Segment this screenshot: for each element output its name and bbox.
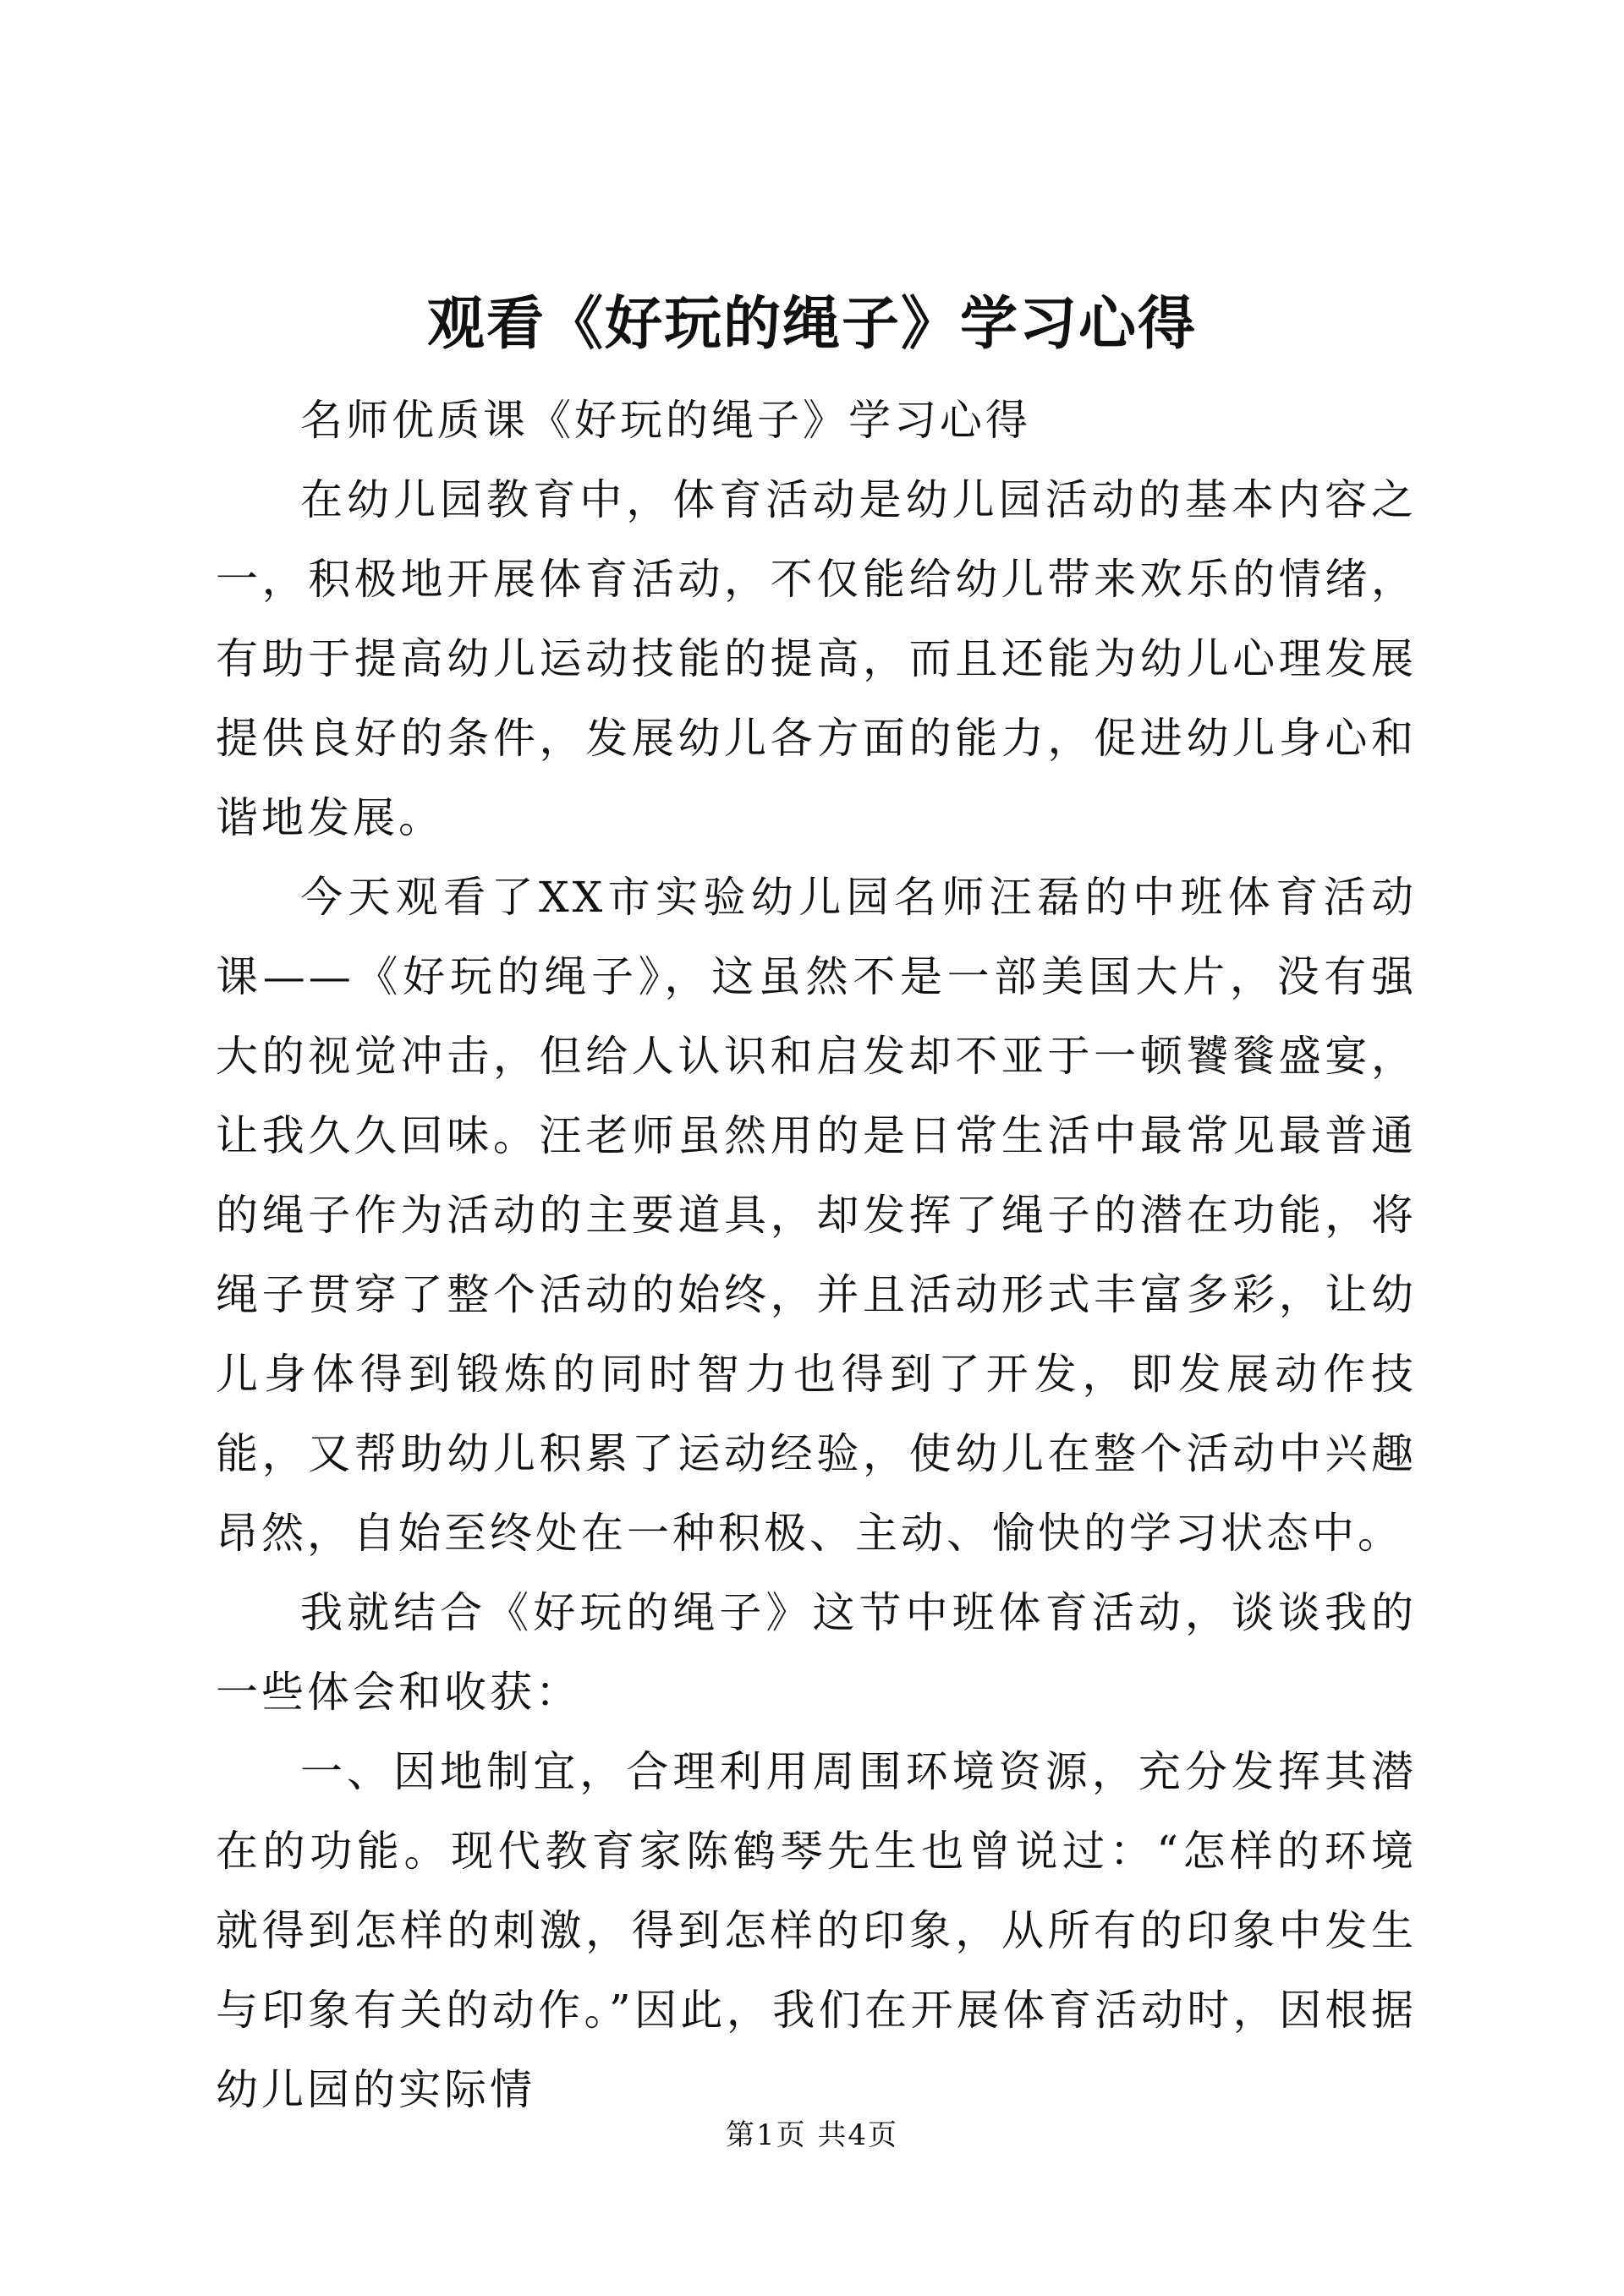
page-number-footer: 第1页 共4页 [725, 2118, 899, 2152]
document-title: 观看《好玩的绳子》学习心得 [426, 290, 1197, 358]
paragraph-intro: 在幼儿园教育中，体育活动是幼儿园活动的基本内容之一，积极地开展体育活动，不仅能给幼儿带来欢乐的情绪，有助于提高幼儿运动技能的提高，而且还能为幼儿心理发展提供良好的条件，发展幼儿各方面的能力，促进幼儿身心和谐地发展。 [216, 475, 1417, 842]
paragraph-transition: 我就结合《好玩的绳子》这节中班体育活动，谈谈我的一些体会和收获： [216, 1588, 1417, 1717]
paragraph-observation: 今天观看了XX市实验幼儿园名师汪磊的中班体育活动课——《好玩的绳子》，这虽然不是一部美国大片，没有强大的视觉冲击，但给人认识和启发却不亚于一顿饕餮盛宴，让我久久回味。汪老师虽然用的是日常生活中最常见最普通的绳子作为活动的主要道具，却发挥了绳子的潜在功能，将绳子贯穿了整个活动的始终，并且活动形式丰富多彩，让幼儿身体得到锻炼的同时智力也得到了开发，即发展动作技能，又帮助幼儿积累了运动经验，使幼儿在整个活动中兴趣昂然，自始至终处在一种积极、主动、愉快的学习状态中。 [216, 873, 1417, 1558]
paragraph-point-one: 一、因地制宜，合理利用周围环境资源，充分发挥其潜在的功能。现代教育家陈鹤琴先生也曾说过：“怎样的环境就得到怎样的刺激，得到怎样的印象，从所有的印象中发生与印象有关的动作。”因此，我们在开展体育活动时，因根据幼儿园的实际情 [216, 1747, 1417, 2114]
document-body [216, 381, 1417, 2129]
paragraph-subtitle: 名师优质课《好玩的绳子》学习心得 [300, 396, 1031, 445]
